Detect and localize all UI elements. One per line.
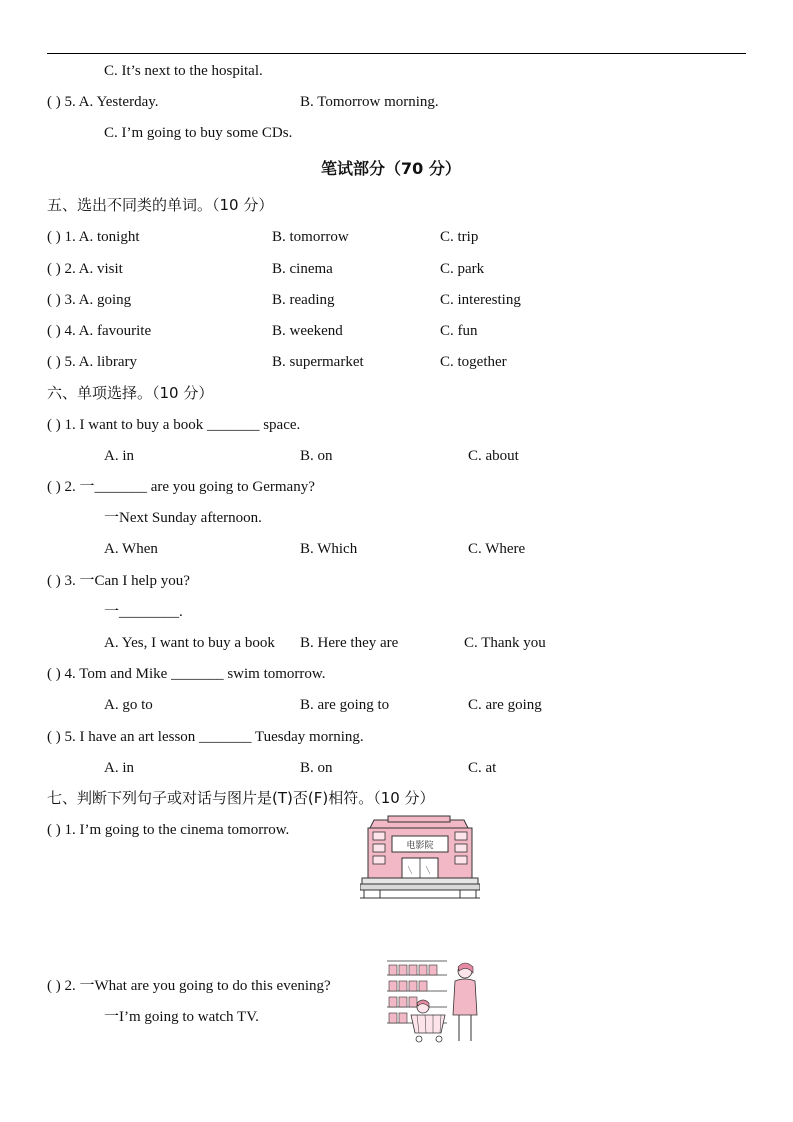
option-b: B. supermarket xyxy=(272,354,364,370)
option-c: C. Thank you xyxy=(464,635,546,651)
question-stem: ( ) 5. I have an art lesson _______ Tuesday morning. xyxy=(47,729,364,745)
section-heading: 六、单项选择。（10 分） xyxy=(47,384,214,402)
dialogue-reply: 一I’m going to watch TV. xyxy=(104,1009,259,1025)
option-a: A. go to xyxy=(104,697,153,713)
option-c: C. I’m going to buy some CDs. xyxy=(104,125,293,141)
option-a: A. in xyxy=(104,760,134,776)
option-b: B. Tomorrow morning. xyxy=(300,94,439,110)
question-stem: ( ) 1. I want to buy a book _______ space. xyxy=(47,417,301,433)
question-stem: ( ) 2. 一What are you going to do this evening? xyxy=(47,978,331,994)
header-rule xyxy=(47,53,746,54)
option-line: C. It’s next to the hospital. xyxy=(104,63,263,79)
option-c: C. fun xyxy=(440,323,478,339)
option-b: B. on xyxy=(300,760,333,776)
option-b: B. tomorrow xyxy=(272,229,349,245)
option-c: C. trip xyxy=(440,229,479,245)
question-stem: ( ) 4. A. favourite xyxy=(47,323,152,339)
question-stem: ( ) 1. I’m going to the cinema tomorrow. xyxy=(47,822,290,838)
cinema-building-illustration xyxy=(360,814,480,900)
option-c: C. interesting xyxy=(440,292,521,308)
option-b: B. cinema xyxy=(272,261,333,277)
supermarket-shopping-illustration xyxy=(387,957,483,1045)
section-title: 笔试部分（70 分） xyxy=(321,159,461,178)
option-b: B. reading xyxy=(272,292,335,308)
question-stem: ( ) 1. A. tonight xyxy=(47,229,140,245)
option-b: B. on xyxy=(300,448,333,464)
option-b: B. Here they are xyxy=(300,635,399,651)
question-stem: ( ) 2. 一_______ are you going to Germany? xyxy=(47,479,315,495)
question-stem: ( ) 3. 一Can I help you? xyxy=(47,573,190,589)
option-a: A. When xyxy=(104,541,158,557)
option-c: C. about xyxy=(468,448,519,464)
cinema-sign-text: 电影院 xyxy=(406,841,434,851)
section-heading: 七、判断下列句子或对话与图片是(T)否(F)相符。（10 分） xyxy=(47,789,435,807)
option-b: B. Which xyxy=(300,541,358,557)
option-c: C. park xyxy=(440,261,485,277)
option-c: C. Where xyxy=(468,541,526,557)
option-c: C. together xyxy=(440,354,507,370)
section-heading: 五、选出不同类的单词。（10 分） xyxy=(47,196,274,214)
option-a: A. Yes, I want to buy a book xyxy=(104,635,275,651)
question-stem: ( ) 3. A. going xyxy=(47,292,132,308)
question-stem: ( ) 5. A. Yesterday. xyxy=(47,94,159,110)
option-b: B. are going to xyxy=(300,697,390,713)
dialogue-reply: 一Next Sunday afternoon. xyxy=(104,510,262,526)
question-stem: ( ) 2. A. visit xyxy=(47,261,123,277)
question-stem: ( ) 4. Tom and Mike _______ swim tomorrow. xyxy=(47,666,326,682)
option-b: B. weekend xyxy=(272,323,343,339)
question-stem: ( ) 5. A. library xyxy=(47,354,137,370)
option-a: A. in xyxy=(104,448,134,464)
dialogue-reply: 一________. xyxy=(104,604,183,620)
option-c: C. are going xyxy=(468,697,542,713)
option-c: C. at xyxy=(468,760,497,776)
